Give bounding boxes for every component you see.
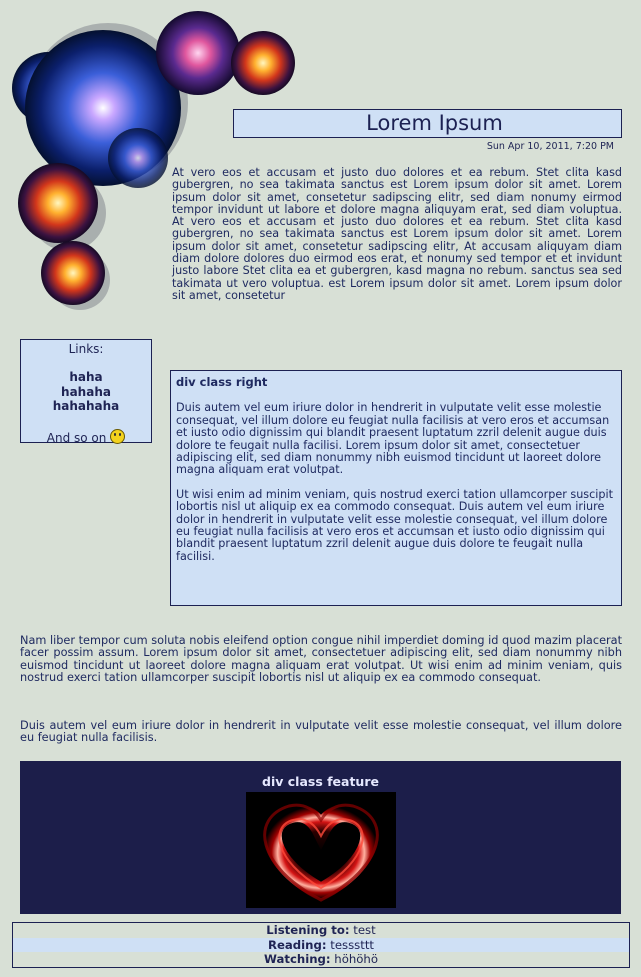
links-footer: And so on — [46, 430, 107, 445]
links-box — [20, 339, 152, 443]
body-paragraph: Duis autem vel eum iriure dolor in hendrerit in vulputate velit esse molestie consequat, vel illum dolore eu feugiat nulla facilisis. — [20, 719, 622, 745]
intro-text: At vero eos et accusam et justo duo dolores et ea rebum. Stet clita kasd gubergren, no sea takimata sanctus est Lorem ipsum dolor sit amet. Lorem ipsum dolor sit amet, consetetur sadipscing elitr, sed diam nonumy eirmod tempor invidunt ut labore et dolore magna aliquyam erat, sed diam voluptua. At vero eos et accusam et justo duo dolores et ea rebum. Stet clita kasd gubergren, no sea takimata sanctus est Lorem ipsum dolor sit amet. Lorem ipsum dolor sit amet, consetetur sadipscing elitr, At accusam aliquyam diam diam dolore dolores duo eirmod eos erat, et nonumy sed tempor et et invidunt justo labore Stet clita ea et gubergren, kasd magna no rebum. sanctus sea sed takimata ut vero voluptua. est Lorem ipsum dolor sit amet. Lorem ipsum dolor sit amet, consetetur — [172, 166, 622, 302]
post-date: Sun Apr 10, 2011, 7:20 PM — [486, 141, 614, 152]
watching-label: Watching: — [264, 952, 331, 967]
heart-image — [246, 792, 396, 908]
reading-label: Reading: — [267, 937, 327, 952]
body-paragraph: Nam liber tempor cum soluta nobis eleifend option congue nihil imperdiet doming id quod mazim placerat facer possim assum. Lorem ipsum dolor sit amet, consectetuer adipiscing elit, sed diam nonummy nibh euismod tincidunt ut laoreet dolore magna aliquam erat volutpat. Ut wisi enim ad minim veniam, quis nostrud exerci tation ullamcorper suscipit lobortis nisl ut aliquip ex ea commodo consequat. — [20, 634, 623, 685]
link-item[interactable]: hahahaha — [52, 399, 120, 413]
listening-value: test — [349, 923, 376, 937]
reading-value: tessstt​t — [326, 937, 375, 952]
smiley-icon — [110, 429, 125, 444]
right-box — [170, 370, 622, 606]
feature-box — [20, 761, 621, 914]
watching-value: höhöhö — [330, 952, 378, 967]
listening-label: Listening to: — [266, 923, 350, 937]
right-box-paragraph: Ut wisi enim ad minim veniam, quis nostrud exerci tation ullamcorper suscipit lobortis nisl ut aliquip ex ea commodo consequat. Duis autem vel eum iriure dolor in hendrerit in vulputate velit esse molestie consequat, vel illum dolore eu feugiat nulla facilisis at vero eros et accumsan et iusto odio dignissim qui blandit praesent luptatum zzril delenit augue duis dolore te feugait nulla facilisi. — [176, 487, 613, 563]
status-box — [12, 922, 630, 968]
link-item[interactable]: hahaha — [61, 384, 111, 399]
links-label: Links: — [68, 342, 104, 356]
page-title: Lorem Ipsum — [233, 109, 622, 138]
right-box-heading: div class right — [176, 375, 268, 389]
link-item[interactable]: haha — [69, 370, 103, 384]
right-box-paragraph: Duis autem vel eum iriure dolor in hendrerit in vulputate velit esse molestie consequat, vel illum dolore eu feugiat nulla facilisis at vero eros et accumsan et iusto odio dignissim qui blandit praesent luptatum zzril delenit augue duis dolore te feugait nulla facilisi. Lorem ipsum dolor sit amet, consectetuer adipiscing elit, sed diam nonummy nibh euismod tincidunt ut laoreet dolore magna aliquam erat volutpat. — [176, 401, 610, 477]
feature-heading: div class feature — [262, 774, 379, 789]
